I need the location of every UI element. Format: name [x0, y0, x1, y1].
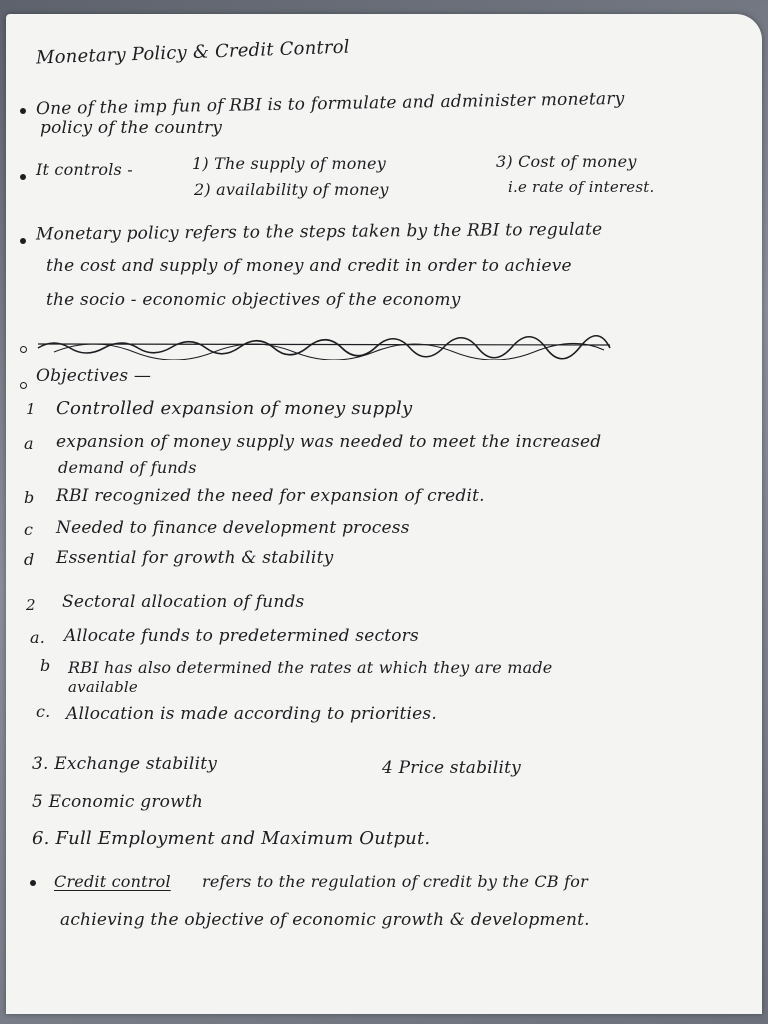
objective-2a: Allocate funds to predetermined sectors	[64, 626, 419, 646]
objective-2b-line-2: available	[68, 678, 138, 696]
credit-control-line-1: refers to the regulation of credit by the CB for	[202, 872, 588, 891]
definition-line-1: Monetary policy refers to the steps taken by the RBI to regulate	[35, 219, 603, 245]
objective-4: 4 Price stability	[382, 758, 521, 778]
objective-2a-label: a.	[30, 628, 46, 647]
notebook-page	[6, 14, 762, 1014]
objective-1b-label: b	[24, 488, 35, 507]
definition-line-2: the cost and supply of money and credit in order to achieve	[46, 256, 572, 276]
objective-2c-label: c.	[36, 702, 51, 721]
objective-1b: RBI recognized the need for expansion of credit.	[56, 486, 485, 506]
controls-item-2: 2) availability of money	[194, 180, 389, 199]
objective-1a-line-1: expansion of money supply was needed to meet the increased	[56, 432, 602, 452]
objective-5: 5 Economic growth	[32, 792, 204, 812]
bullet-dot	[20, 238, 26, 244]
controls-item-1: 1) The supply of money	[192, 154, 386, 173]
objective-1-number: 1	[26, 400, 36, 418]
objective-2c: Allocation is made according to priorities.	[66, 704, 437, 724]
objective-2b-line-1: RBI has also determined the rates at which they are made	[68, 658, 553, 677]
controls-item-3: 3) Cost of money	[496, 152, 637, 171]
bullet-dot	[30, 880, 36, 886]
objectives-heading: Objectives —	[36, 366, 152, 386]
objective-2-number: 2	[26, 596, 36, 614]
intro-line-2: policy of the country	[40, 118, 223, 138]
objective-3: 3. Exchange stability	[32, 754, 218, 774]
objective-1a-label: a	[24, 434, 34, 453]
objective-1d-label: d	[24, 550, 35, 569]
credit-control-line-2: achieving the objective of economic growth & development.	[60, 910, 590, 930]
objective-1d: Essential for growth & stability	[56, 548, 334, 568]
objective-2-title: Sectoral allocation of funds	[62, 592, 305, 612]
crossed-out-scribble	[34, 332, 614, 360]
bullet-dot	[20, 174, 26, 180]
objective-1a-line-2: demand of funds	[58, 458, 197, 477]
objective-1-title: Controlled expansion of money supply	[56, 398, 413, 419]
bullet-hollow	[20, 382, 27, 389]
controls-label: It controls -	[36, 160, 133, 179]
bullet-hollow	[20, 346, 27, 353]
bullet-dot	[20, 108, 26, 114]
objective-2b-label: b	[40, 656, 51, 675]
definition-line-3: the socio - economic objectives of the economy	[46, 290, 461, 310]
page-title: Monetary Policy & Credit Control	[35, 36, 350, 69]
objective-6: 6. Full Employment and Maximum Output.	[32, 828, 431, 849]
objective-1c-label: c	[24, 520, 34, 539]
credit-control-term: Credit control	[54, 872, 171, 891]
objective-1c: Needed to finance development process	[56, 518, 410, 538]
intro-line-1: One of the imp fun of RBI is to formulate and administer monetary	[35, 88, 625, 120]
controls-item-3-sub: i.e rate of interest.	[508, 178, 655, 196]
